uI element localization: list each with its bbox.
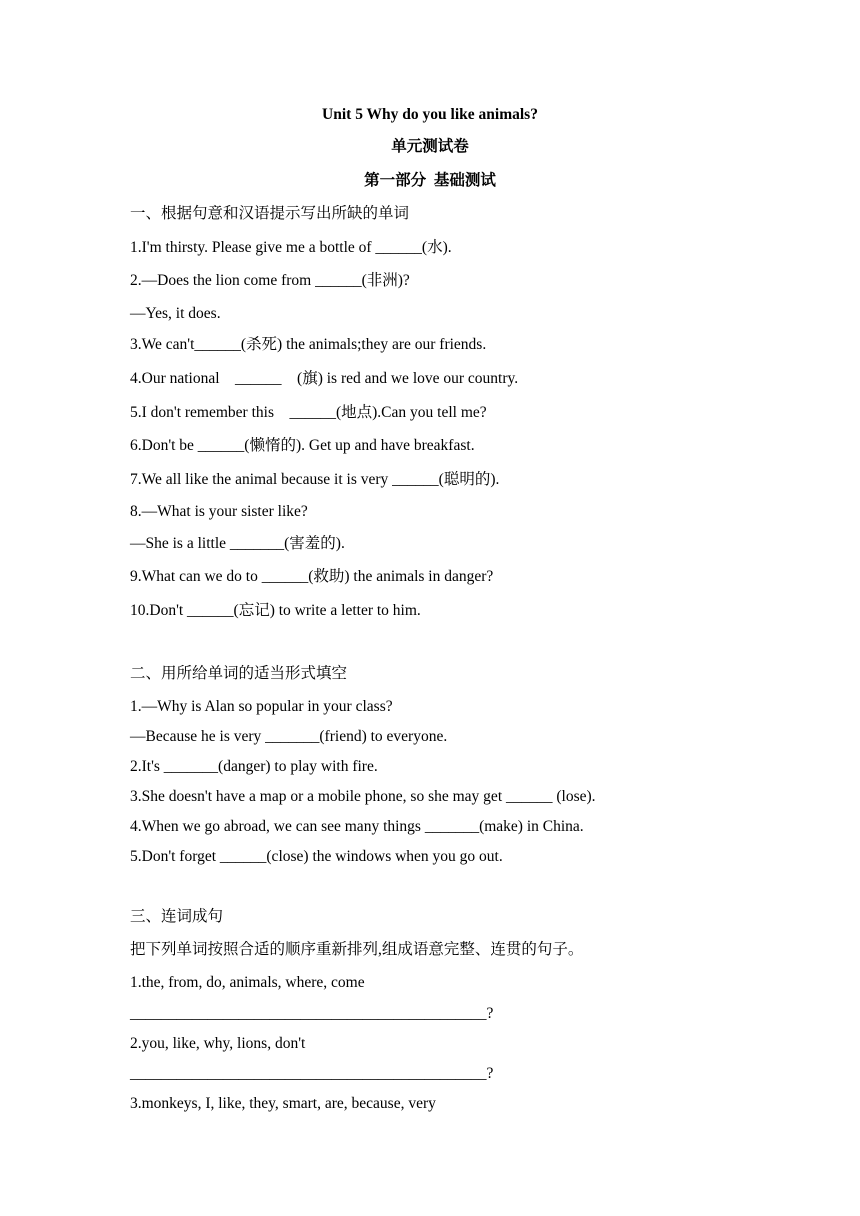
question-line: 1.—Why is Alan so popular in your class?	[130, 698, 393, 715]
question-line: 3.We can't______(杀死) the animals;they are our friends.	[130, 336, 487, 353]
question-line: 2.It's _______(danger) to play with fire.	[130, 758, 378, 775]
section2-heading: 二、用所给单词的适当形式填空	[130, 665, 348, 682]
question-line: 2.—Does the lion come from ______(非洲)?	[130, 272, 410, 289]
part-title: 第一部分 基础测试	[364, 172, 496, 189]
question-line: 4.When we go abroad, we can see many things _______(make) in China.	[130, 818, 584, 835]
question-line: 2.you, like, why, lions, don't	[130, 1035, 306, 1052]
question-line: 5.Don't forget ______(close) the windows when you go out.	[130, 848, 503, 865]
question-line: 1.I'm thirsty. Please give me a bottle of ______(水).	[130, 239, 452, 256]
section3-instruction: 把下列单词按照合适的顺序重新排列,组成语意完整、连贯的句子。	[130, 941, 584, 958]
question-line: 4.Our national ______ (旗) is red and we love our country.	[130, 370, 519, 387]
question-line: 7.We all like the animal because it is very ______(聪明的).	[130, 471, 500, 488]
answer-blank-line: ______________________________________________?	[130, 1065, 494, 1082]
question-line: 3.She doesn't have a map or a mobile phone, so she may get ______ (lose).	[130, 788, 596, 805]
question-line: 9.What can we do to ______(救助) the animals in danger?	[130, 568, 494, 585]
answer-line: —Because he is very _______(friend) to everyone.	[130, 728, 448, 745]
answer-blank-line: ______________________________________________?	[130, 1005, 494, 1022]
document-title: Unit 5 Why do you like animals?	[322, 106, 538, 123]
question-line: 5.I don't remember this ______(地点).Can you tell me?	[130, 404, 487, 421]
question-line: 8.—What is your sister like?	[130, 503, 308, 520]
answer-line: —Yes, it does.	[130, 305, 221, 322]
question-line: 10.Don't ______(忘记) to write a letter to him.	[130, 602, 421, 619]
answer-line: —She is a little _______(害羞的).	[130, 535, 345, 552]
question-line: 1.the, from, do, animals, where, come	[130, 974, 365, 991]
document-subtitle: 单元测试卷	[391, 138, 469, 155]
section1-heading: 一、根据句意和汉语提示写出所缺的单词	[130, 205, 410, 222]
section3-heading: 三、连词成句	[130, 908, 224, 925]
question-line: 3.monkeys, I, like, they, smart, are, because, very	[130, 1095, 436, 1112]
question-line: 6.Don't be ______(懒惰的). Get up and have breakfast.	[130, 437, 475, 454]
